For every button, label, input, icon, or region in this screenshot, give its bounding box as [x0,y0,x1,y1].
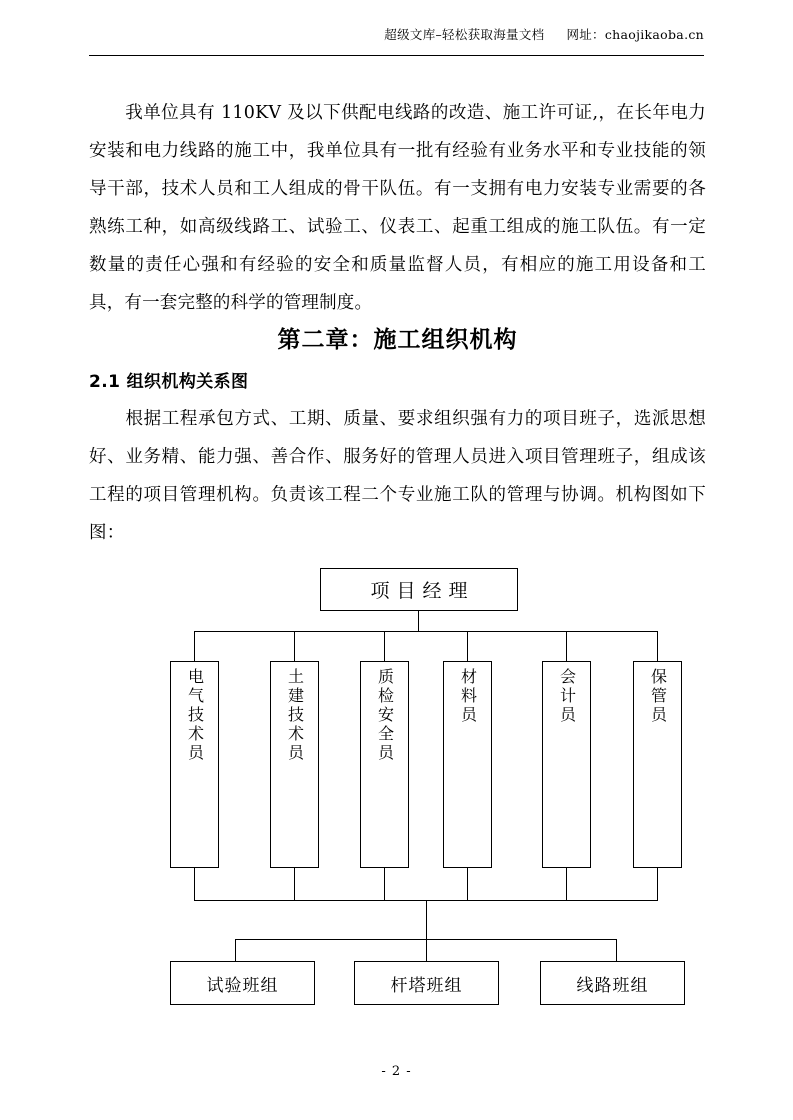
org-node-testing-team [170,961,315,1005]
org-node-label: 会计员 [557,668,577,725]
connector-rise-4 [467,868,468,901]
connector-bottom-drop-1 [235,939,236,961]
connector-top-stem [418,611,419,632]
vertical-text-wrap [634,662,681,867]
header-text-line [384,26,704,44]
connector-drop-5 [566,631,567,661]
connector-rise-1 [194,868,195,901]
header-site-name: 超级文库–轻松获取海量文档 [384,27,545,42]
connector-drop-1 [194,631,195,661]
paragraph-company-qualifications [89,94,706,322]
vertical-text-wrap [543,662,590,867]
connector-mid-bus [194,631,658,632]
page-number: - 2 - [381,1064,412,1079]
org-node-label: 材料员 [458,668,478,725]
org-node-accountant [542,661,591,868]
org-node-material-clerk [443,661,492,868]
section-sub-heading: 2.1 组织机构关系图 [89,372,249,392]
paragraph-2-text: 根据工程承包方式、工期、质量、要求组织强有力的项目班子，选派思想好、业务精、能力强、善合作、服务好的管理人员进入项目管理班子，组成该工程的项目管理机构。负责该工程二个专业施工队的管理与协调。机构图如下图： [89,409,706,543]
vertical-text-wrap [444,662,491,867]
connector-rise-3 [384,868,385,901]
vertical-text-wrap [361,662,408,867]
vertical-text-wrap [271,662,318,867]
org-node-label: 保管员 [648,668,668,725]
page-header [89,26,704,56]
connector-rise-6 [657,868,658,901]
connector-bottom-drop-2 [426,939,427,961]
connector-bottom-stem [426,900,427,940]
org-node-label: 电气技术员 [185,668,205,763]
connector-rise-5 [566,868,567,901]
connector-drop-4 [467,631,468,661]
paragraph-project-team [89,400,706,552]
page-footer [0,1064,793,1079]
org-node-label: 项目经理 [370,580,475,602]
header-website-url: 网址：chaojikaoba.cn [566,27,704,42]
org-node-label: 土建技术员 [285,668,305,763]
org-node-civil-technician [270,661,319,868]
connector-drop-2 [294,631,295,661]
connector-drop-3 [384,631,385,661]
org-node-label: 质检安全员 [375,668,395,763]
org-node-storekeeper [633,661,682,868]
header-divider-rule [89,55,704,56]
paragraph-1-text: 我单位具有 110KV 及以下供配电线路的改造、施工许可证,，在长年电力安装和电力线路的施工中，我单位具有一批有经验有业务水平和专业技能的领导干部，技术人员和工人组成的骨干队伍。有一支拥有电力安装专业需要的各熟练工种，如高级线路工、试验工、仪表工、起重工组成的施工队伍。有一定数量的责任心强和有经验的安全和质量监督人员，有相应的施工用设备和工具，有一套完整的科学的管理制度。 [89,103,706,313]
org-node-tower-team [354,961,499,1005]
connector-rise-2 [294,868,295,901]
org-node-label: 杆塔班组 [390,975,463,996]
vertical-text-wrap [171,662,218,867]
connector-drop-6 [657,631,658,661]
org-node-label: 线路班组 [576,975,649,996]
connector-bottom-drop-3 [616,939,617,961]
org-node-project-manager [320,568,518,611]
org-node-line-team [540,961,685,1005]
org-node-label: 试验班组 [206,975,279,996]
chapter-heading: 第二章：施工组织机构 [277,326,518,353]
org-node-quality-safety-inspector [360,661,409,868]
org-node-electrical-technician [170,661,219,868]
